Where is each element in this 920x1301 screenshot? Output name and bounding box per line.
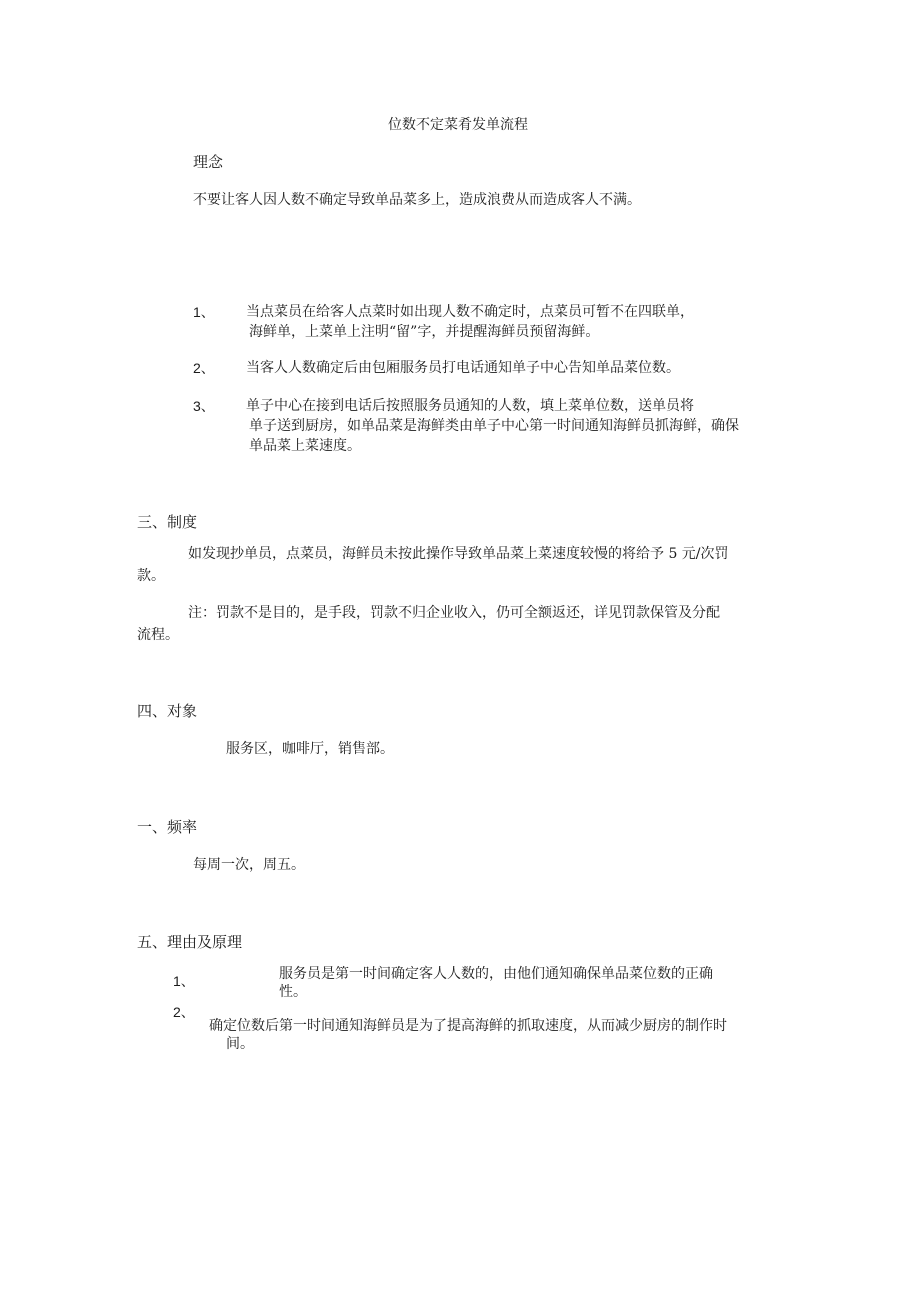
reason-1-line-1: 服务员是第一时间确定客人人数的，由他们通知确保单品菜位数的正确 xyxy=(279,966,713,982)
reason-2-number: 2、 xyxy=(173,1004,195,1020)
step-1-line-2: 海鲜单，上菜单上注明“留”字，并提醒海鲜员预留海鲜。 xyxy=(249,324,600,340)
reasons-heading: 五、理由及原理 xyxy=(137,933,243,951)
system-para-1-line-1: 如发现抄单员，点菜员，海鲜员未按此操作导致单品菜上菜速度较慢的将给予 5 元/次罚 xyxy=(188,546,729,562)
step-3-line-1: 单子中心在接到电话后按照服务员通知的人数，填上菜单位数，送单员将 xyxy=(246,398,694,414)
target-text: 服务区，咖啡厅，销售部。 xyxy=(226,741,394,757)
concept-text: 不要让客人因人数不确定导致单品菜多上，造成浪费从而造成客人不满。 xyxy=(193,192,641,208)
concept-heading: 理念 xyxy=(193,153,224,171)
system-para-1-line-2: 款。 xyxy=(137,568,165,584)
reason-2-line-2: 间。 xyxy=(226,1036,254,1052)
system-heading: 三、制度 xyxy=(137,513,198,531)
page-title: 位数不定菜肴发单流程 xyxy=(388,117,528,133)
step-3-number: 3、 xyxy=(193,398,215,414)
system-para-2-line-1: 注：罚款不是目的，是手段，罚款不归企业收入，仍可全额返还，详见罚款保管及分配 xyxy=(188,605,720,621)
step-2-number: 2、 xyxy=(193,360,215,376)
frequency-heading: 一、频率 xyxy=(137,818,198,836)
step-1-number: 1、 xyxy=(193,304,215,320)
step-1-line-1: 当点菜员在给客人点菜时如出现人数不确定时，点菜员可暂不在四联单， xyxy=(246,304,694,320)
target-heading: 四、对象 xyxy=(137,702,198,720)
step-2-line-1: 当客人人数确定后由包厢服务员打电话通知单子中心告知单品菜位数。 xyxy=(246,360,680,376)
step-3-line-2: 单子送到厨房，如单品菜是海鲜类由单子中心第一时间通知海鲜员抓海鲜，确保 xyxy=(249,418,739,434)
frequency-text: 每周一次，周五。 xyxy=(193,857,305,873)
reason-1-number: 1、 xyxy=(173,973,195,989)
system-para-2-line-2: 流程。 xyxy=(137,627,179,643)
reason-2-line-1: 确定位数后第一时间通知海鲜员是为了提高海鲜的抓取速度，从而减少厨房的制作时 xyxy=(209,1018,727,1034)
reason-1-line-2: 性。 xyxy=(279,984,307,1000)
step-3-line-3: 单品菜上菜速度。 xyxy=(249,438,361,454)
